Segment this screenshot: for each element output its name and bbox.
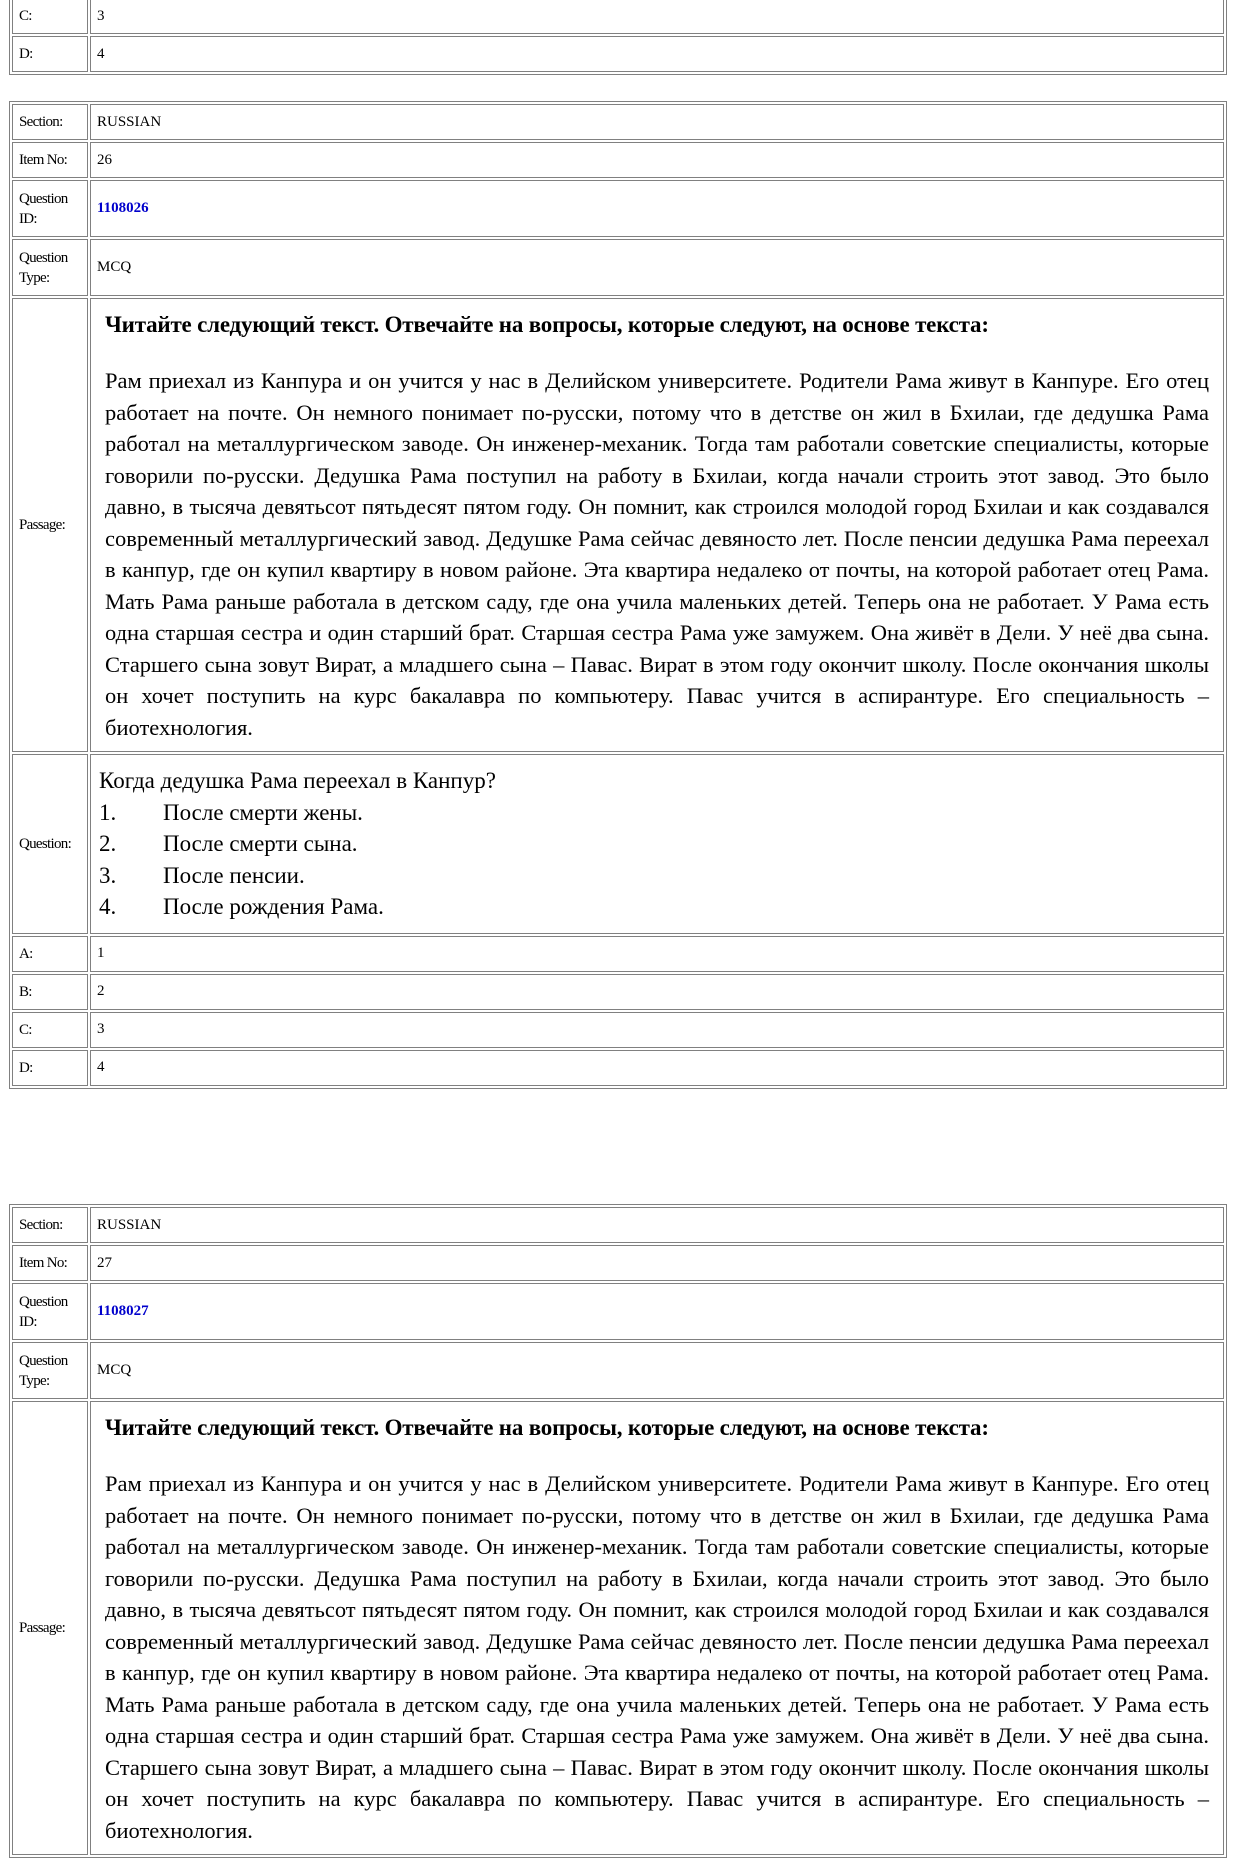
section-label: Section: [12,1207,88,1243]
answer-c-value: 3 [90,0,1224,34]
item-no-label: Item No: [12,142,88,178]
passage-text: Рам приехал из Канпура и он учится у нас в Делийском университете. Родители Рама живут в Канпуре. Его отец работает на почте. Он немного понимает по-русски, потому что в детстве он жил в Бхилаи, где дедушка Рама работал на металлургическом заводе. Он инженер-механик. Тогда там работали советские специалисты, которые говорили по-русски. Дедушка Рама поступил на работу в Бхилаи, когда начали строить этот завод. Это было давно, в тысяча девятьсот пятьдесят пятом году. Он помнит, как строился молодой город Бхилаи и как создавался современный металлургический завод. Дедушке Рама сейчас девяносто лет. После пенсии дедушка Рама переехал в канпур, где он купил квартиру в новом районе. Эта квартира недалеко от почты, на которой работает отец Рама. Мать Рама раньше работала в детском саду, где она учила маленьких детей. Теперь она не работает. У Рама есть одна старшая сестра и один старший брат. Старшая сестра Рама уже замужем. Она живёт в Дели. У неё два сына. Старшего сына зовут Вират, а младшего сына – Павас. Вират в этом году окончит школу. После окончания школы он хочет поступить на курс бакалавра по компьютеру. Павас учится в аспирантуре. Его специальность – биотехнология. [105,1471,1209,1843]
question-option-4: 4. После рождения Рама. [99,894,384,919]
item-no-label: Item No: [12,1245,88,1281]
question-id-label: Question ID: [12,180,88,237]
answer-a-label: A: [12,936,88,972]
question-type-value: MCQ [90,239,1224,296]
question-type-value: MCQ [90,1342,1224,1399]
question-block-26 [9,101,1227,1089]
answer-d-value: 4 [90,1050,1224,1086]
section-value: RUSSIAN [90,104,1224,140]
question-type-label: Question Type: [12,239,88,296]
answer-b-value: 2 [90,974,1224,1010]
passage-label: Passage: [12,298,88,752]
passage-heading: Читайте следующий текст. Отвечайте на вопросы, которые следуют, на основе текста: [105,1415,989,1440]
passage-cell [90,1401,1224,1855]
question-label: Question: [12,754,88,934]
answer-c-label: C: [12,1012,88,1048]
item-no-value: 27 [90,1245,1224,1281]
section-value: RUSSIAN [90,1207,1224,1243]
passage-label: Passage: [12,1401,88,1855]
answer-d-label: D: [12,1050,88,1086]
question-id-value: 1108027 [97,1303,149,1319]
answer-a-value: 1 [90,936,1224,972]
question-type-label: Question Type: [12,1342,88,1399]
passage-cell [90,298,1224,752]
item-no-value: 26 [90,142,1224,178]
question-option-1: 1. После смерти жены. [99,799,363,825]
question-id-label: Question ID: [12,1283,88,1340]
answer-c-label: C: [12,0,88,34]
passage-heading: Читайте следующий текст. Отвечайте на вопросы, которые следуют, на основе текста: [105,312,989,337]
question-text: Когда дедушка Рама переехал в Канпур? [99,768,496,793]
section-label: Section: [12,104,88,140]
question-option-3: 3. После пенсии. [99,862,305,888]
passage-text: Рам приехал из Канпура и он учится у нас в Делийском университете. Родители Рама живут в Канпуре. Его отец работает на почте. Он немного понимает по-русски, потому что в детстве он жил в Бхилаи, где дедушка Рама работал на металлургическом заводе. Он инженер-механик. Тогда там работали советские специалисты, которые говорили по-русски. Дедушка Рама поступил на работу в Бхилаи, когда начали строить этот завод. Это было давно, в тысяча девятьсот пятьдесят пятом году. Он помнит, как строился молодой город Бхилаи и как создавался современный металлургический завод. Дедушке Рама сейчас девяносто лет. После пенсии дедушка Рама переехал в канпур, где он купил квартиру в новом районе. Эта квартира недалеко от почты, на которой работает отец Рама. Мать Рама раньше работала в детском саду, где она учила маленьких детей. Теперь она не работает. У Рама есть одна старшая сестра и один старший брат. Старшая сестра Рама уже замужем. Она живёт в Дели. У неё два сына. Старшего сына зовут Вират, а младшего сына – Павас. Вират в этом году окончит школу. После окончания школы он хочет поступить на курс бакалавра по компьютеру. Павас учится в аспирантуре. Его специальность – биотехнология. [105,368,1209,740]
question-option-2: 2. После смерти сына. [99,831,358,856]
question-block-27 [9,1204,1227,1858]
answer-d-label: D: [12,36,88,72]
question-id-value: 1108026 [97,200,149,216]
prev-question-fragment [9,0,1227,75]
answer-d-value: 4 [90,36,1224,72]
answer-c-value: 3 [90,1012,1224,1048]
question-cell [90,754,1224,934]
answer-b-label: B: [12,974,88,1010]
